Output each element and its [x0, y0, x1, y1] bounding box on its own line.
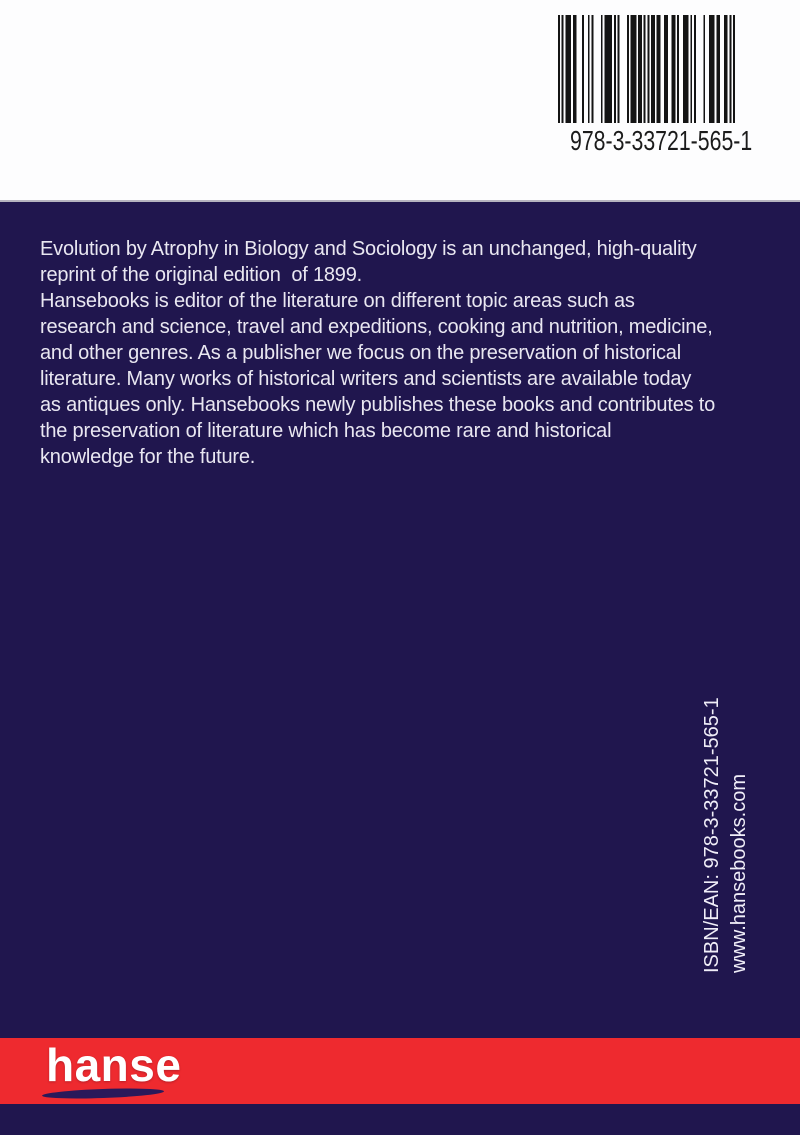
- barcode-panel: [0, 0, 800, 202]
- description-line: the preservation of literature which has become rare and historical: [40, 420, 612, 442]
- hanse-logo-text: hanse: [46, 1039, 182, 1091]
- spine-info: [699, 697, 753, 973]
- description-line: reprint of the original edition of 1899.: [40, 264, 363, 286]
- barcode-block: [558, 15, 753, 156]
- barcode-number: 978-3-33721-565-1: [570, 125, 753, 156]
- description-line: and other genres. As a publisher we focus on the preservation of historical: [40, 342, 681, 364]
- spine-website-text: www.hansebooks.com: [728, 774, 750, 973]
- description-line: research and science, travel and expeditions, cooking and nutrition, medicine,: [40, 316, 713, 338]
- barcode: [558, 15, 735, 123]
- description-line: as antiques only. Hansebooks newly publishes these books and contributes to: [40, 394, 716, 416]
- description-line: Evolution by Atrophy in Biology and Sociology is an unchanged, high-quality: [40, 238, 697, 260]
- spine-isbn-text: ISBN/EAN: 978-3-33721-565-1: [701, 697, 723, 973]
- description-text: [40, 236, 800, 470]
- description-line: knowledge for the future.: [40, 446, 256, 468]
- description-line: literature. Many works of historical writers and scientists are available today: [40, 368, 692, 390]
- hanse-logo: [46, 1040, 181, 1102]
- publisher-band: [0, 1038, 800, 1104]
- description-line: Hansebooks is editor of the literature on different topic areas such as: [40, 290, 635, 312]
